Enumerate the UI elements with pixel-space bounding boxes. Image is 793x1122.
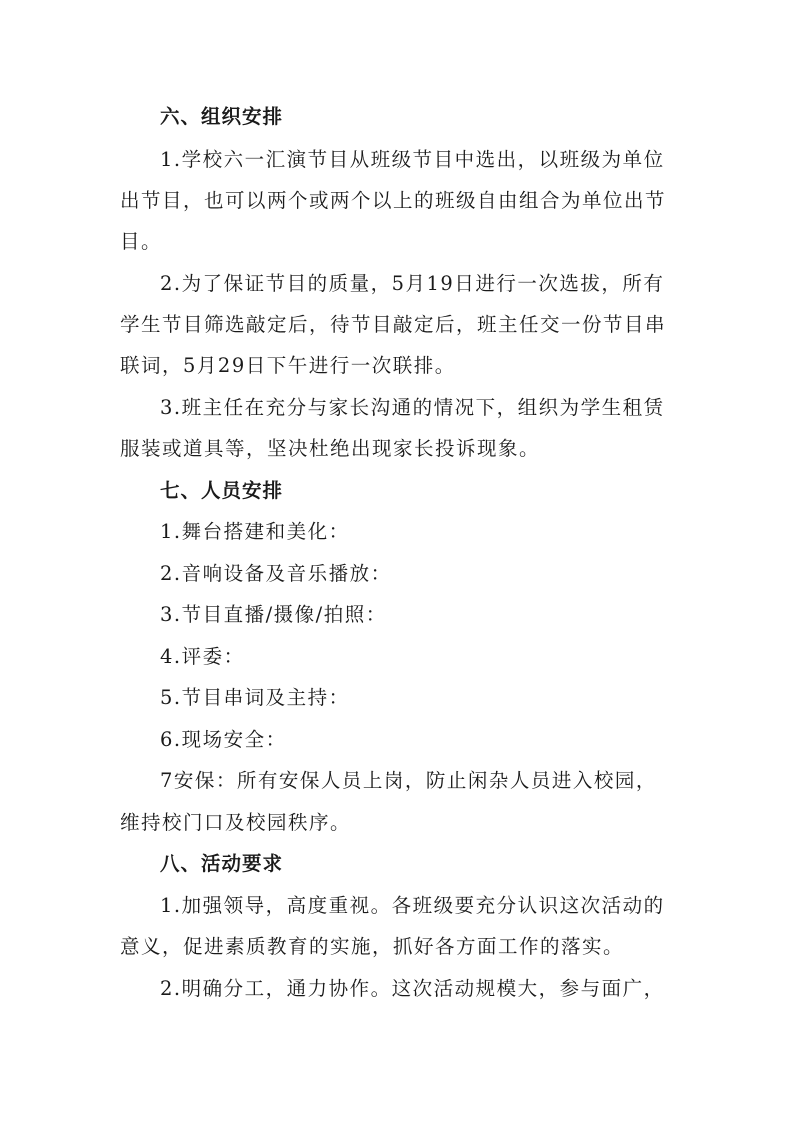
- paragraph-line: 3.班主任在充分与家长沟通的情况下，组织为学生租赁: [160, 396, 665, 419]
- list-item: 5.节目串词及主持：: [160, 686, 350, 709]
- section-heading-personnel: 七、人员安排: [160, 479, 284, 502]
- paragraph-line: 出节目，也可以两个或两个以上的班级自由组合为单位出节: [120, 189, 667, 212]
- list-item: 1.舞台搭建和美化：: [160, 520, 350, 543]
- list-item: 2.音响设备及音乐播放：: [160, 562, 392, 585]
- paragraph-line: 2.为了保证节目的质量，5月19日进行一次选拔，所有: [160, 272, 665, 295]
- paragraph-line: 2.明确分工，通力协作。这次活动规模大，参与面广，: [160, 977, 665, 1000]
- list-item: 6.现场安全：: [160, 728, 287, 751]
- paragraph-line: 联词，5月29日下午进行一次联排。: [120, 354, 456, 377]
- paragraph-line: 服装或道具等，坚决杜绝出现家长投诉现象。: [120, 437, 541, 460]
- section-heading-requirements: 八、活动要求: [160, 852, 284, 875]
- paragraph-line: 目。: [120, 230, 163, 253]
- list-item: 3.节目直播/摄像/拍照：: [160, 603, 387, 626]
- list-item: 4.评委：: [160, 645, 245, 668]
- paragraph-line: 学生节目筛选敲定后，待节目敲定后，班主任交一份节目串: [120, 313, 667, 336]
- paragraph-line: 1.学校六一汇演节目从班级节目中选出，以班级为单位: [160, 148, 665, 171]
- section-heading-organization: 六、组织安排: [160, 105, 284, 128]
- paragraph-line: 1.加强领导，高度重视。各班级要充分认识这次活动的: [160, 894, 665, 917]
- list-item: 7安保：所有安保人员上岗，防止闲杂人员进入校园，: [160, 769, 657, 792]
- paragraph-line: 意义，促进素质教育的实施，抓好各方面工作的落实。: [120, 935, 625, 958]
- paragraph-line: 维持校门口及校园秩序。: [120, 811, 352, 834]
